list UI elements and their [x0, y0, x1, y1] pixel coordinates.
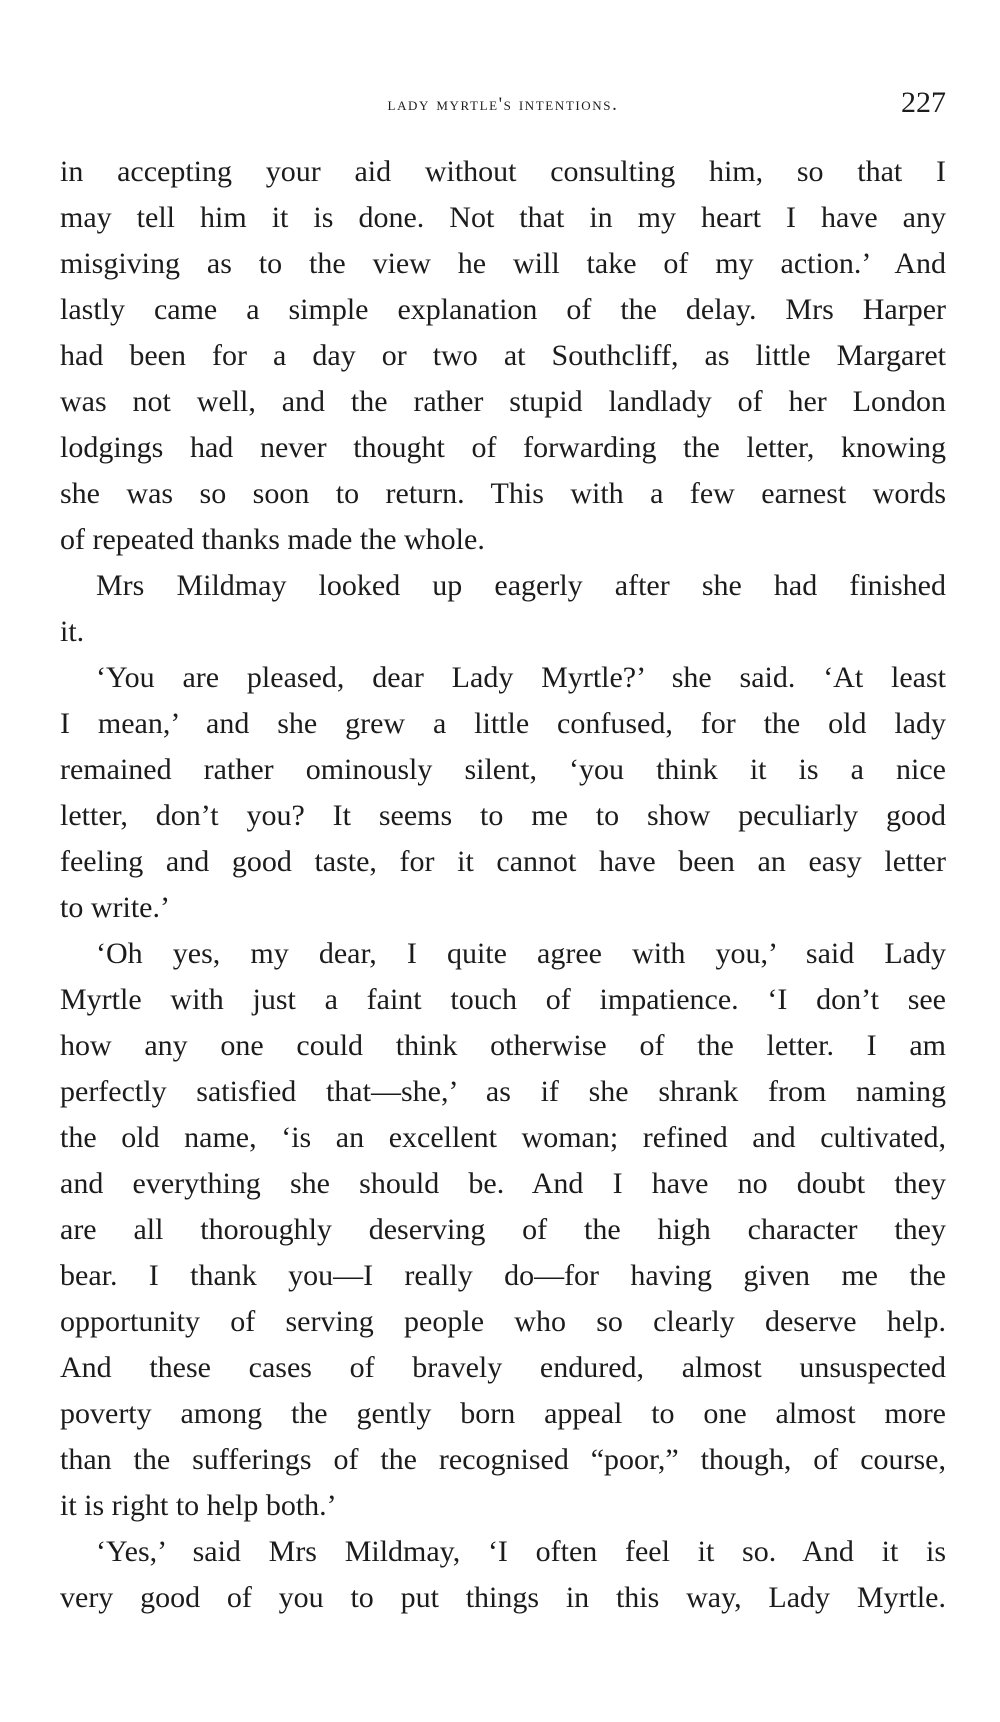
text-line: of repeated thanks made the whole.	[60, 523, 485, 556]
text-line: Myrtle with just a faint touch of impatience. ‘I don’t see	[60, 983, 946, 1016]
text-line: perfectly satisfied that—she,’ as if she shrank from naming	[60, 1075, 946, 1108]
text-line: was not well, and the rather stupid landlady of her London	[60, 385, 946, 418]
page-number: 227	[901, 86, 946, 119]
text-line: opportunity of serving people who so clearly deserve help.	[60, 1305, 946, 1338]
text-line: misgiving as to the view he will take of my action.’ And	[60, 247, 946, 280]
text-line: ‘Oh yes, my dear, I quite agree with you,’ said Lady	[96, 937, 946, 970]
text-line: bear. I thank you—I really do—for having given me the	[60, 1259, 946, 1292]
running-title: lady myrtle's intentions.	[387, 94, 619, 115]
text-line: I mean,’ and she grew a little confused, for the old lady	[60, 707, 946, 740]
text-line: poverty among the gently born appeal to one almost more	[60, 1397, 946, 1430]
text-line: lastly came a simple explanation of the delay. Mrs Harper	[60, 293, 946, 326]
text-line: to write.’	[60, 891, 170, 924]
text-line: in accepting your aid without consulting him, so that I	[60, 155, 946, 188]
text-line: how any one could think otherwise of the letter. I am	[60, 1029, 946, 1062]
text-line: And these cases of bravely endured, almost unsuspected	[60, 1351, 946, 1384]
text-line: ‘Yes,’ said Mrs Mildmay, ‘I often feel it so. And it is	[96, 1535, 946, 1568]
text-line: had been for a day or two at Southcliff, as little Margaret	[60, 339, 946, 372]
body-text	[60, 149, 946, 1621]
text-line: it is right to help both.’	[60, 1489, 337, 1522]
text-line: very good of you to put things in this way, Lady Myrtle.	[60, 1581, 946, 1614]
text-line: the old name, ‘is an excellent woman; refined and cultivated,	[60, 1121, 946, 1154]
text-line: Mrs Mildmay looked up eagerly after she had finished	[96, 569, 946, 602]
text-line: she was so soon to return. This with a few earnest words	[60, 477, 946, 510]
text-line: may tell him it is done. Not that in my heart I have any	[60, 201, 946, 234]
text-line: letter, don’t you? It seems to me to show peculiarly good	[60, 799, 946, 832]
text-line: are all thoroughly deserving of the high character they	[60, 1213, 946, 1246]
text-line: it.	[60, 615, 85, 648]
text-line: remained rather ominously silent, ‘you think it is a nice	[60, 753, 946, 786]
text-line: and everything she should be. And I have no doubt they	[60, 1167, 946, 1200]
text-line: feeling and good taste, for it cannot have been an easy letter	[60, 845, 946, 878]
running-head	[60, 84, 946, 124]
text-line: lodgings had never thought of forwarding the letter, knowing	[60, 431, 946, 464]
text-line: ‘You are pleased, dear Lady Myrtle?’ she said. ‘At least	[96, 661, 946, 694]
text-line: than the sufferings of the recognised “poor,” though, of course,	[60, 1443, 946, 1476]
